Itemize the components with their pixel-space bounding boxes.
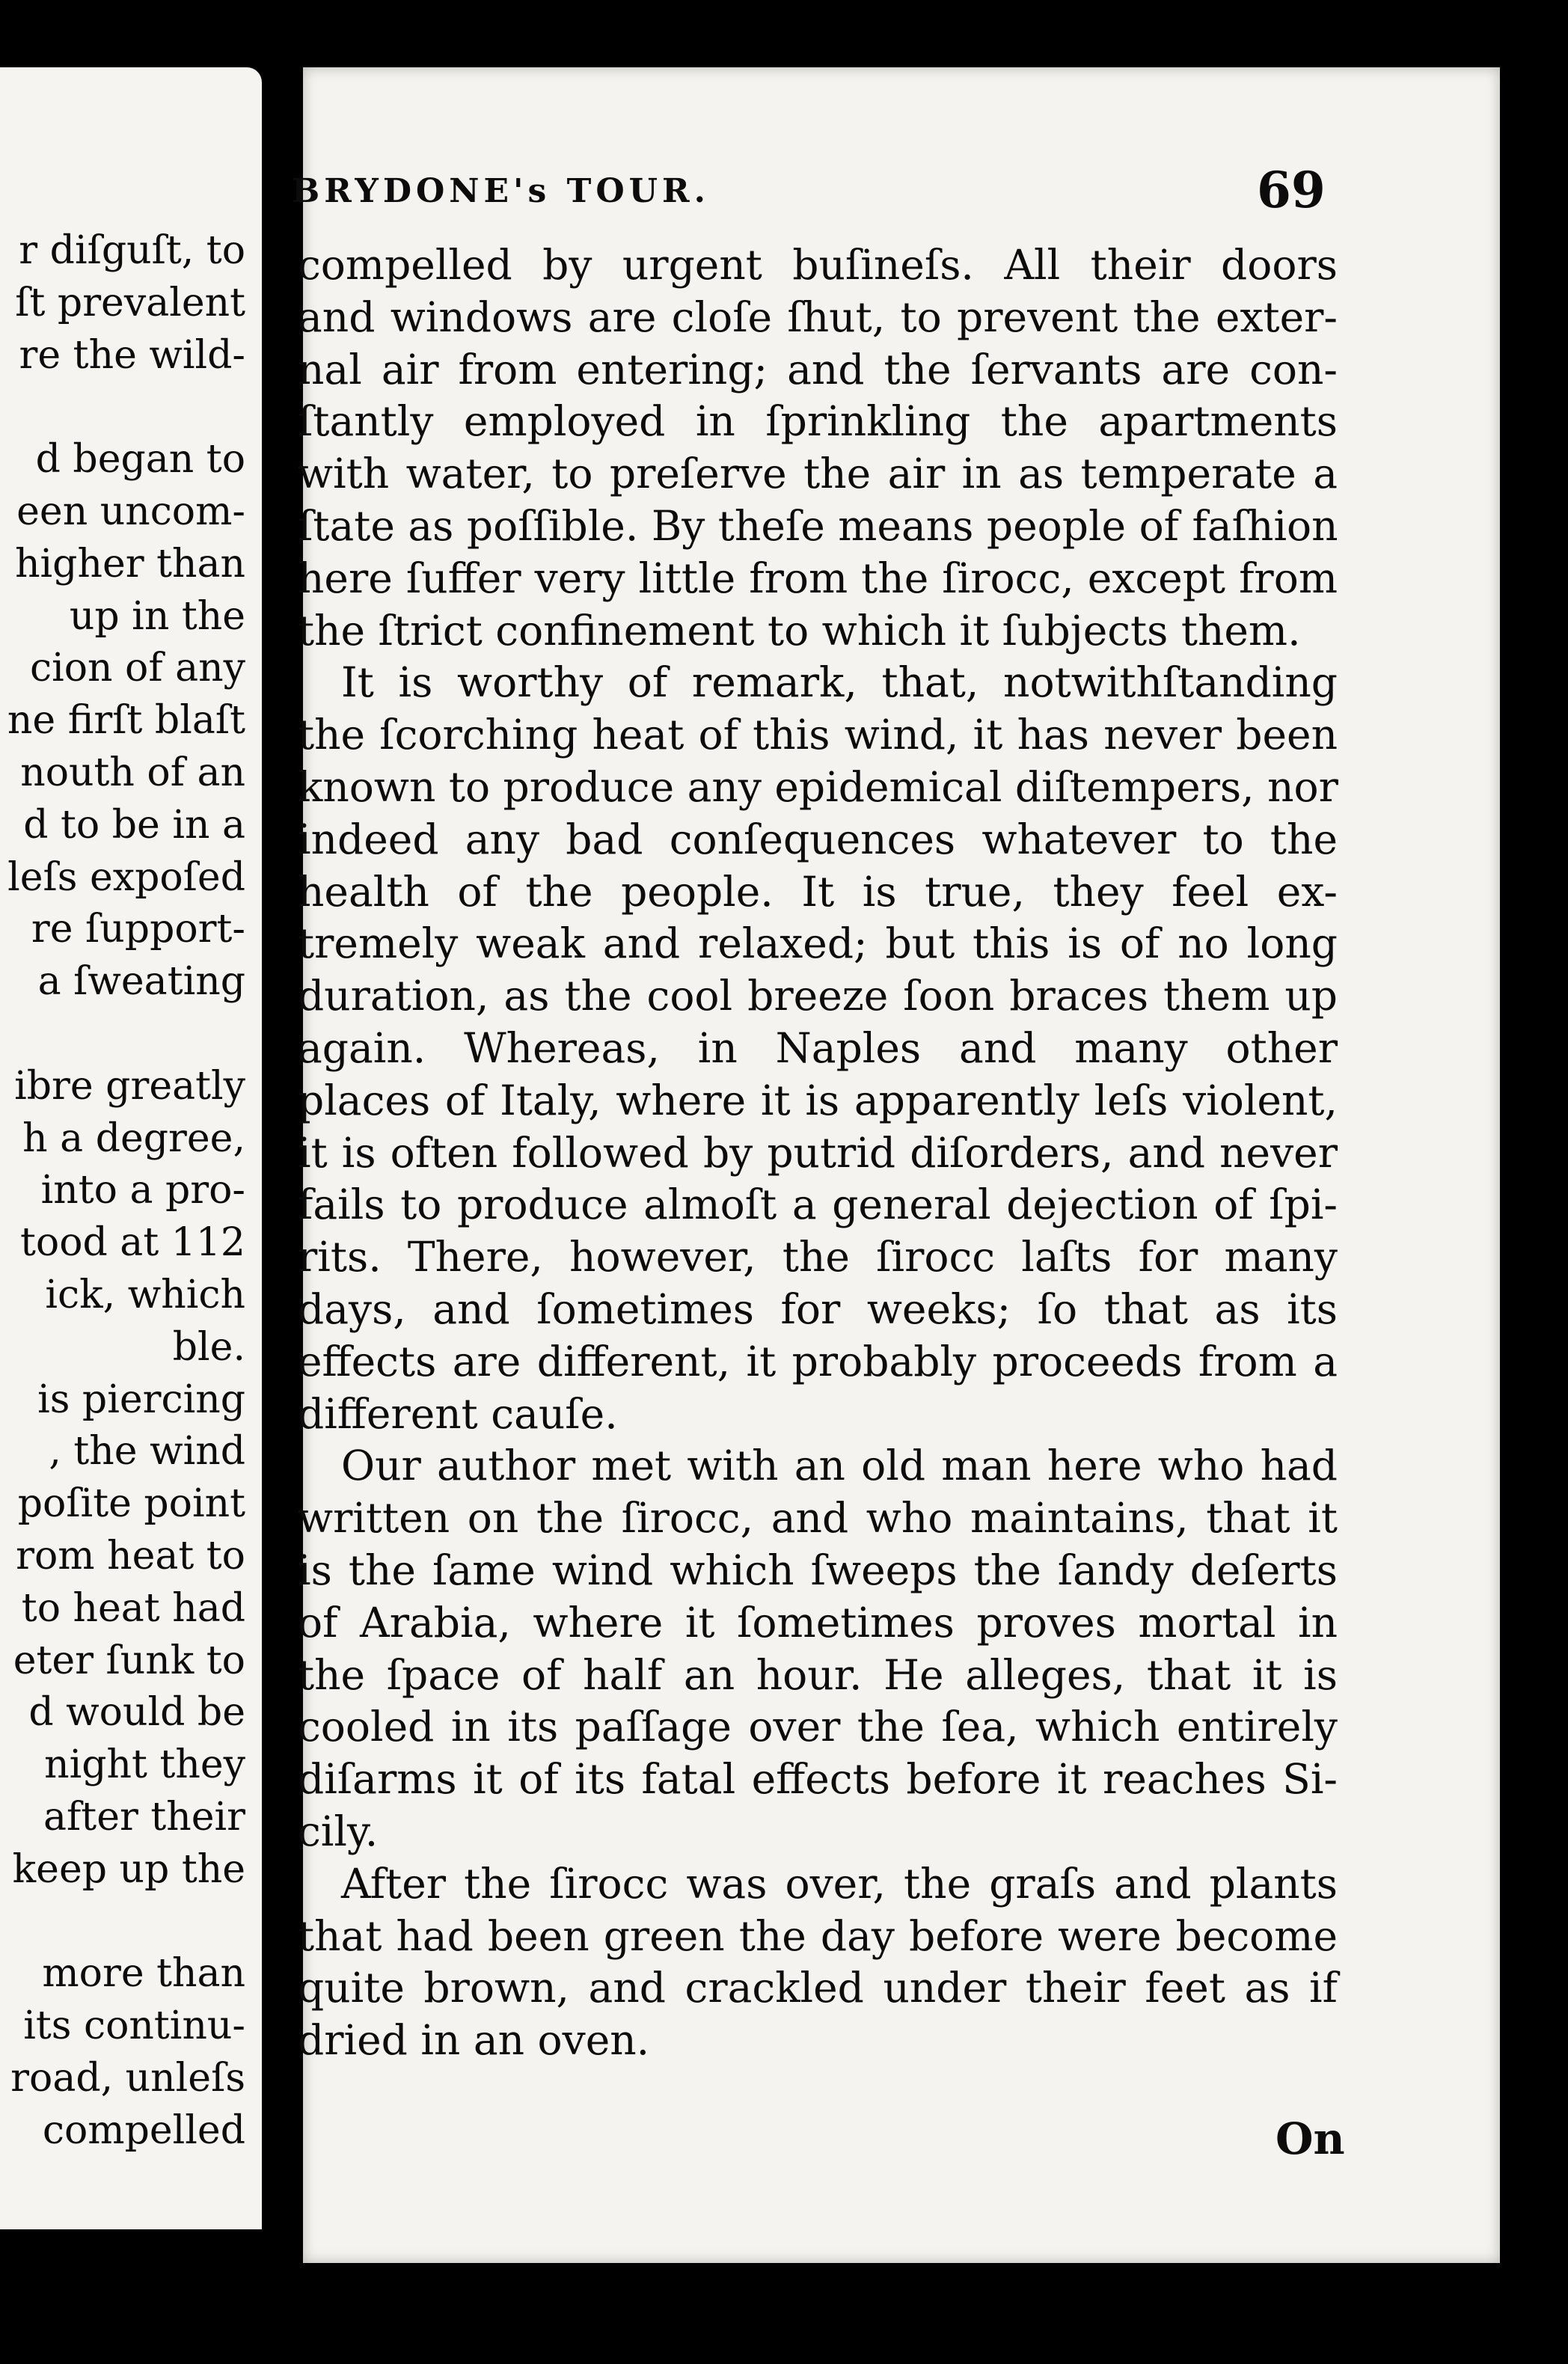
facing-text-line: re ſupport- <box>31 907 245 952</box>
text-line: again. Whereas, in Naples and many other <box>298 1023 1338 1072</box>
text-line: rits. There, however, the ſirocc laſts for many <box>298 1233 1338 1281</box>
text-line: effects are different, it probably proceeds from a <box>298 1337 1338 1385</box>
facing-text-line: ibre greatly <box>14 1063 245 1109</box>
facing-text-line: een uncom- <box>16 489 245 534</box>
facing-text-line: up in the <box>69 593 245 639</box>
facing-text-line: leſs expoſed <box>7 854 245 900</box>
page-number: 69 <box>1257 161 1326 219</box>
catchword: On <box>1275 2113 1345 2164</box>
facing-text-line: is piercing <box>37 1377 245 1422</box>
text-line: is the ſame wind which ſweeps the ſandy deſerts <box>298 1546 1338 1594</box>
body-text <box>298 239 1338 2067</box>
facing-text-line: h a degree, <box>22 1115 245 1161</box>
text-line: places of Italy, where it is apparently leſs violent, <box>298 1076 1338 1124</box>
text-line: the ſpace of half an hour. He alleges, that it is <box>298 1650 1338 1699</box>
text-line: here ſuffer very little from the ſirocc, except from <box>298 554 1338 602</box>
text-line: nal air from entering; and the ſervants are con- <box>298 345 1338 394</box>
facing-text-line: to heat had <box>21 1585 245 1631</box>
text-line: written on the ſirocc, and who maintains, that it <box>298 1494 1338 1543</box>
facing-text-line: higher than <box>15 541 245 587</box>
facing-text-line: keep up the <box>12 1846 245 1892</box>
facing-text-line: its continu- <box>23 2003 245 2049</box>
facing-text-line: r diſguſt, to <box>19 228 245 273</box>
text-line: cooled in its paſſage over the ſea, which entirely <box>298 1703 1338 1751</box>
text-line: the ſcorching heat of this wind, it has never been <box>298 711 1338 759</box>
facing-text-line: compelled <box>42 2107 245 2153</box>
text-line: diſarms it of its fatal effects before it reaches Si- <box>298 1755 1338 1804</box>
facing-text-line: a ſweating <box>37 959 245 1005</box>
text-line: different cauſe. <box>298 1389 618 1438</box>
text-line: and windows are cloſe ſhut, to prevent the exter- <box>298 293 1338 341</box>
text-line: ſtantly employed in ſprinkling the apartments <box>298 397 1338 446</box>
text-line: indeed any bad conſequences whatever to the <box>298 815 1338 863</box>
text-line: dried in an oven. <box>298 2016 650 2065</box>
text-line: with water, to preſerve the air in as temperate a <box>298 450 1338 498</box>
text-line: tremely weak and relaxed; but this is of no long <box>298 919 1338 968</box>
text-line: compelled by urgent buſineſs. All their doors <box>298 241 1338 289</box>
facing-text-line: cion of any <box>29 646 245 691</box>
text-line: After the ſirocc was over, the graſs and plants <box>341 1859 1338 1908</box>
text-line: known to produce any epidemical diſtempers, nor <box>298 762 1338 811</box>
text-line: It is worthy of remark, that, notwithſtanding <box>341 658 1338 707</box>
text-line: quite brown, and crackled under their feet as if <box>298 1964 1338 2012</box>
text-line: that had been green the day before were become <box>298 1911 1338 1960</box>
facing-text-line: after their <box>43 1795 245 1840</box>
facing-text-line: rom heat to <box>16 1534 245 1578</box>
text-line: it is often followed by putrid diſorders, and never <box>298 1128 1338 1177</box>
text-line: of Arabia, where it ſometimes proves mortal in <box>298 1598 1338 1647</box>
facing-text-line: into a pro- <box>40 1168 245 1213</box>
facing-text-line: poſite point <box>17 1481 245 1527</box>
facing-text-line: nouth of an <box>20 750 245 795</box>
facing-text-line: night they <box>44 1742 245 1788</box>
facing-text-line: more than <box>42 1951 245 1997</box>
facing-text-line: , the wind <box>49 1429 245 1475</box>
text-line: days, and ſometimes for weeks; ſo that as its <box>298 1284 1338 1333</box>
facing-text-line: d began to <box>35 437 245 483</box>
facing-text-line: tood at 112 <box>19 1220 245 1266</box>
facing-text-line: ne firſt blaſt <box>7 698 245 744</box>
facing-text-line: ble. <box>172 1324 245 1370</box>
facing-page-fragment <box>0 67 262 2229</box>
facing-text-line: ick, which <box>45 1273 245 1317</box>
facing-text-line: road, unleſs <box>10 2056 245 2101</box>
text-line: health of the people. It is true, they feel ex- <box>298 867 1338 916</box>
text-line: the ſtrict confinement to which it ſubjects them. <box>298 606 1301 655</box>
facing-text-line: eter ſunk to <box>13 1638 245 1683</box>
text-line: ſtate as poſſible. By theſe means people of faſhion <box>298 501 1338 550</box>
facing-text-line: re the wild- <box>19 332 245 378</box>
facing-text-line: d to be in a <box>23 802 245 848</box>
facing-text-line: d would be <box>28 1690 245 1736</box>
text-line: Our author met with an old man here who had <box>341 1442 1338 1490</box>
text-line: fails to produce almoſt a general dejection of ſpi- <box>298 1181 1338 1229</box>
facing-text-line: ſt prevalent <box>15 280 245 325</box>
text-line: cily. <box>298 1807 379 1855</box>
text-line: duration, as the cool breeze ſoon braces them up <box>298 972 1338 1020</box>
running-head: BRYDONE's TOUR. <box>292 172 710 210</box>
